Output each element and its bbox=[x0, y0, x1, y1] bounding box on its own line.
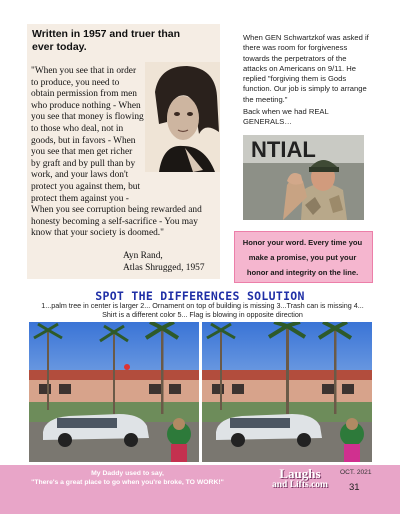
quote-author: Ayn Rand, Atlas Shrugged, 1957 bbox=[123, 251, 205, 273]
laughs-and-lifts-logo bbox=[260, 467, 340, 491]
honor-text: Honor your word. Every time you make a promise, you put your honor and integrity on the line. bbox=[242, 238, 363, 277]
spot-differences-answers: 1...palm tree in center is larger 2... Ornament on top of building is missing 3...Trash can is missing 4... Shirt is a different color 5... Flag is blowing in opposite direction bbox=[41, 301, 364, 320]
quote-card bbox=[27, 24, 220, 279]
street-photo-right bbox=[202, 322, 372, 462]
spot-differences-title: SPOT THE DIFFERENCES SOLUTION bbox=[95, 289, 305, 303]
soldier-photo bbox=[243, 135, 364, 220]
sign-letters: NTIAL bbox=[251, 137, 316, 162]
logo-bottom: and Lifts.com bbox=[272, 480, 328, 490]
footer-saying: My Daddy used to say, "There's a great place to go when you're broke, TO WORK!" bbox=[31, 470, 224, 486]
schwarzkopf-text: When GEN Schwartzkof was asked if there was room for forgiveness towards the perpetrators of the attacks on Americans on 9/11. He replied "forgiving them is Gods function. Our job is simply to arrange the meeting." bbox=[243, 33, 369, 104]
issue-date: OCT. 2021 bbox=[340, 469, 372, 476]
quote-text: "When you see that in order to produce, you need to obtain permission from men who produce nothing - When you see that money is flowing to those who deal, not in goods, but in favors - When you see that men get richer by graft and by pull than by work, and your laws don't protect you against them, but protect them against you - When you see corruption being rewarded and honesty becoming a self-sacrifice - You may know that your society is doomed." bbox=[31, 66, 202, 239]
real-generals-text: Back when we had REAL GENERALS… bbox=[243, 107, 329, 127]
logo-top: Laughs bbox=[279, 466, 321, 481]
street-photo-left bbox=[29, 322, 199, 462]
page-number: 31 bbox=[349, 482, 360, 493]
quote-heading: Written in 1957 and truer than ever today. bbox=[32, 28, 180, 53]
